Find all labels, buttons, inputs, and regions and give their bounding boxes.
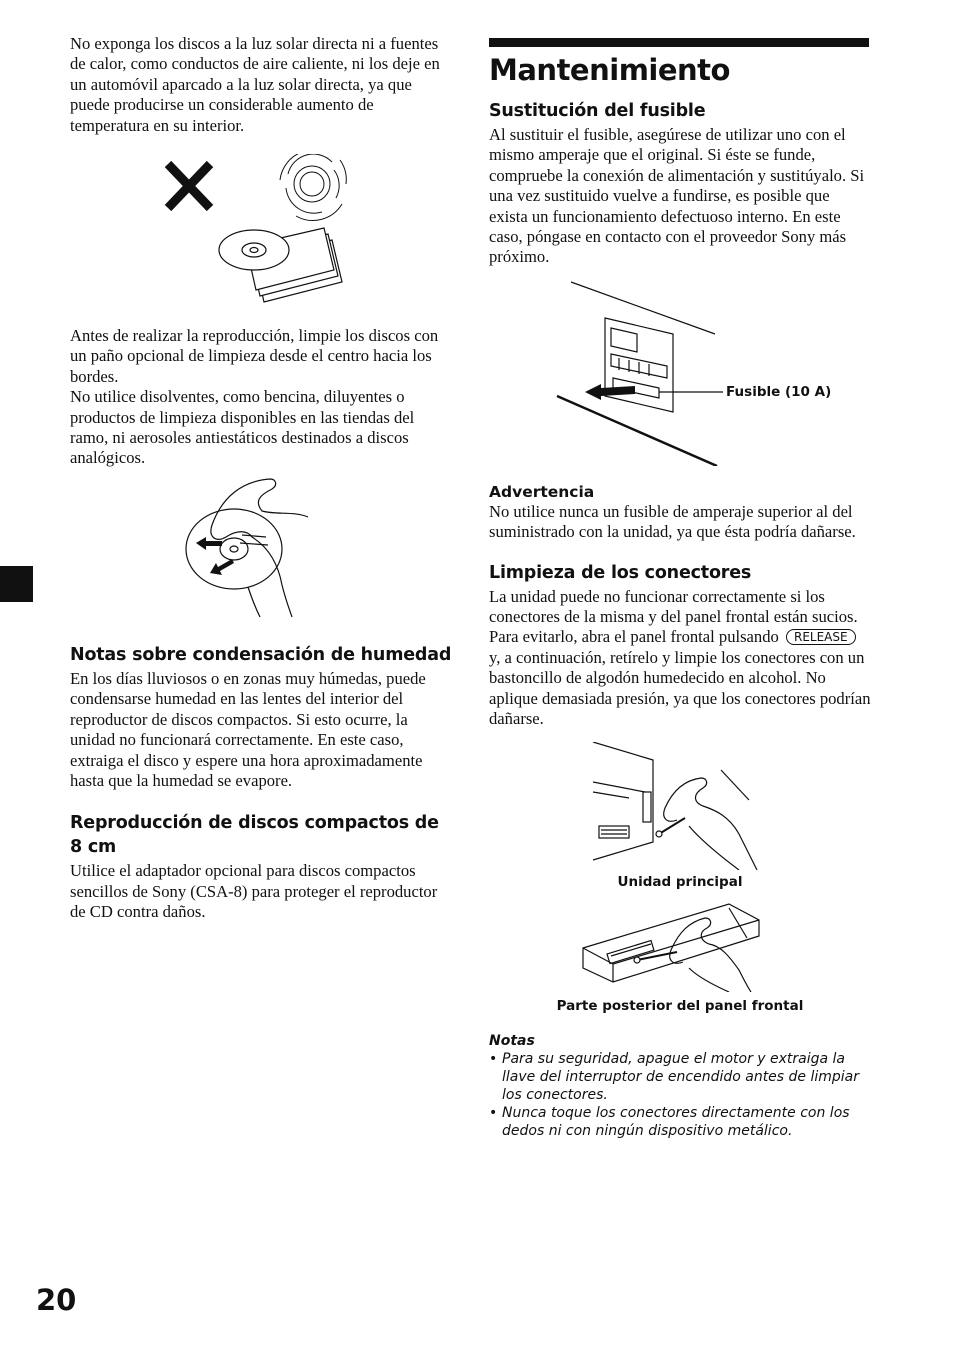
connectors-text-before: La unidad puede no funcionar correctamente si los conectores de la misma y del panel frontal están sucios. Para evitarlo, abra el panel frontal pulsando xyxy=(489,586,858,647)
cd8-heading: Reproducción de discos compactos de 8 cm xyxy=(70,813,439,858)
connectors-heading: Limpieza de los conectores xyxy=(489,562,752,583)
fuse-diagram xyxy=(489,274,871,466)
caption-main-unit: Unidad principal xyxy=(617,873,743,890)
title-rule xyxy=(489,38,869,47)
main-unit-cleaning-illustration xyxy=(589,742,769,870)
sunlight-paragraph: No exponga los discos a la luz solar directa ni a fuentes de calor, como conductos de aire caliente, ni los deje en un automóvil aparcado a la luz solar directa, ya que puede producirse un considerable aumento de temperatura en su interior. xyxy=(70,34,440,135)
fuse-heading: Sustitución del fusible xyxy=(489,101,706,121)
connectors-paragraph xyxy=(489,587,871,730)
front-panel-cleaning-illustration xyxy=(579,898,765,992)
notes-list xyxy=(489,1050,871,1141)
right-column xyxy=(489,38,871,1141)
cross-icon xyxy=(168,164,210,208)
left-column xyxy=(70,34,454,923)
condensation-heading: Notas sobre condensación de humedad xyxy=(70,644,452,665)
fuse-label: Fusible (10 A) xyxy=(726,383,832,400)
disc-case-icon xyxy=(219,228,342,302)
caption-front-panel: Parte posterior del panel frontal xyxy=(556,997,804,1014)
note-item: • Para su seguridad, apague el motor y extraiga la llave del interruptor de encendido antes de limpiar los conectores. xyxy=(489,1050,871,1105)
fuse-paragraph: Al sustituir el fusible, asegúrese de utilizar uno con el mismo amperaje que el original. Si éste se funde, compruebe la conexión de alimentación y sustitúyalo. Si una vez sustituido vuelve a fundirse, es posible que exista un funcionamiento defectuoso interno. En este caso, póngase en contacto con el proveedor Sony más próximo. xyxy=(489,125,865,267)
section-tab-marker xyxy=(0,566,33,602)
warning-paragraph: No utilice nunca un fusible de amperaje superior al del suministrado con la unidad, ya que ésta podría dañarse. xyxy=(489,501,856,542)
disc-cleaning-illustration xyxy=(182,477,322,617)
warning-heading: Advertencia xyxy=(489,482,595,501)
clean-paragraph-1: Antes de realizar la reproducción, limpie los discos con un paño opcional de limpieza desde el centro hacia los bordes. xyxy=(70,326,439,386)
connectors-text-after: y, a continuación, retírelo y limpie los conectores con un bastoncillo de algodón humedecido en alcohol. No aplique demasiada presión, ya que los conectores podrían dañarse. xyxy=(489,647,871,729)
clean-paragraph-2: No utilice disolventes, como bencina, diluyentes o productos de limpieza disponibles en las tiendas del ramo, ni aerosoles antiestáticos destinados a discos analógicos. xyxy=(70,387,415,468)
hand-icon xyxy=(664,778,757,870)
page-title: Mantenimiento xyxy=(489,53,730,87)
condensation-paragraph: En los días lluviosos o en zonas muy húmedas, puede condensarse humedad en las lentes del interior del reproductor de discos compactos. Si esto ocurre, la unidad no funcionará correctamente. En este caso, extraiga el disco y espere una hora aproximadamente hasta que la humedad se evapore. xyxy=(70,668,426,790)
sun-icon xyxy=(280,154,346,220)
disc-icon xyxy=(186,509,282,589)
note-item: • Nunca toque los conectores directamente con los dedos ni con ningún dispositivo metálico. xyxy=(489,1104,871,1140)
page-number: 20 xyxy=(36,1283,77,1317)
cd8-paragraph: Utilice el adaptador opcional para discos compactos sencillos de Sony (CSA-8) para proteger el reproductor de CD contra daños. xyxy=(70,861,438,922)
sunlight-warning-illustration xyxy=(162,154,362,308)
notes-heading: Notas xyxy=(489,1032,535,1049)
release-button-label: RELEASE xyxy=(786,629,856,645)
